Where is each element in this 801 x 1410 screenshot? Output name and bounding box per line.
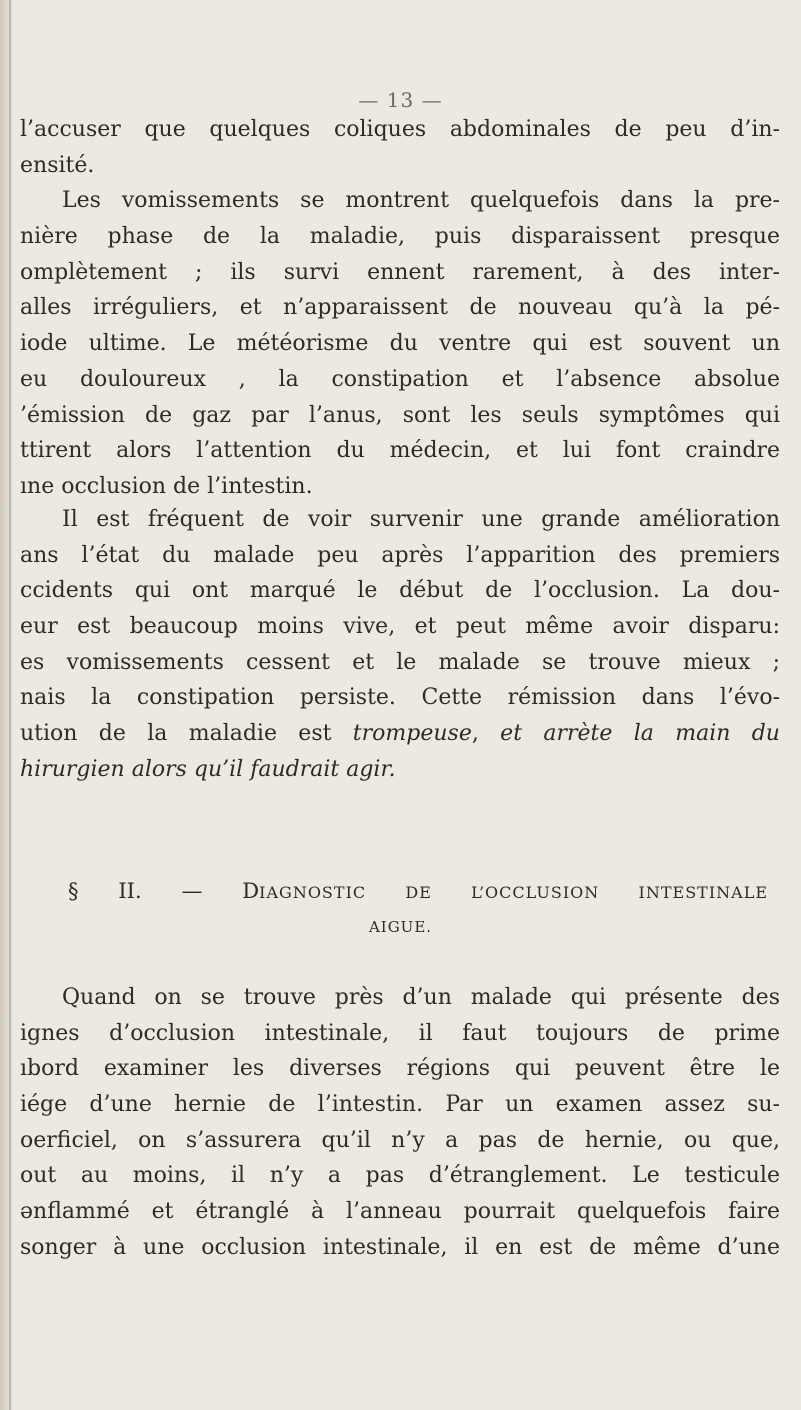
text-line: ənflammé et étranglé à l’anneau pourrait quelquefois faire	[20, 1199, 780, 1225]
text-line: oerficiel, on s’assurera qu’il n’y a pas de hernie, ou que,	[20, 1127, 780, 1153]
text-line: iége d’une hernie de l’intestin. Par un examen assez su-	[20, 1092, 780, 1118]
page-number: — 13 —	[358, 88, 443, 112]
text-line: ignes d’occlusion intestinale, il faut toujours de prime	[20, 1020, 780, 1046]
text-line: omplètement ; ils survi ennent rarement, à des inter-	[20, 259, 780, 285]
text-line: Quand on se trouve près d’un malade qui présente des	[62, 985, 780, 1010]
italic-text: hirurgien alors qu’il faudrait agir.	[20, 756, 396, 782]
section-heading	[68, 873, 768, 911]
text-line: Les vomissements se montrent quelquefois dans la pre-	[62, 188, 780, 214]
text-line: ’émission de gaz par l’anus, sont les seuls symptômes qui	[20, 402, 780, 428]
text-line: ans l’état du malade peu après l’apparition des premiers	[20, 542, 780, 568]
text-line: eu douloureux , la constipation et l’absence absolue	[20, 366, 780, 392]
paragraph-continuation	[20, 112, 780, 505]
text-line: ıne occlusion de l’intestin.	[20, 473, 313, 499]
paragraph-diagnosis	[20, 980, 780, 1266]
text-line: nais la constipation persiste. Cette rémission dans l’évo-	[20, 685, 780, 711]
text-line: alles irréguliers, et n’apparaissent de nouveau qu’à la pé-	[20, 295, 780, 321]
text-line: ccidents qui ont marqué le début de l’occlusion. La dou-	[20, 578, 780, 604]
text-line: eur est beaucoup moins vive, et peut même avoir disparu:	[20, 614, 780, 640]
text-run: ,	[471, 721, 501, 747]
heading-prefix: § II. — D	[68, 879, 260, 903]
text-line: ensité.	[20, 152, 95, 178]
text-run: ution de la maladie est	[20, 721, 353, 747]
section-heading-continuation: AIGUE.	[368, 918, 433, 936]
paragraph-remission	[20, 502, 780, 788]
text-line: ttirent alors l’attention du médecin, et lui font craindre	[20, 438, 780, 464]
text-line: songer à une occlusion intestinale, il en est de même d’une	[20, 1234, 780, 1260]
text-line: iode ultime. Le météorisme du ventre qui est souvent un	[20, 331, 780, 357]
italic-text: et arrète la main du	[500, 721, 780, 747]
text-line: Il est fréquent de voir survenir une grande amélioration	[62, 507, 780, 532]
text-line: out au moins, il n’y a pas d’étranglement. Le testicule	[20, 1163, 780, 1189]
italic-text: trompeuse	[352, 721, 472, 747]
text-line	[20, 716, 780, 752]
text-line	[20, 752, 780, 788]
text-line: l’accuser que quelques coliques abdominales de peu d’in-	[20, 117, 780, 142]
heading-title: IAGNOSTIC DE L’OCCLUSION INTESTINALE	[259, 883, 768, 902]
text-line: nière phase de la maladie, puis disparaissent presque	[20, 224, 780, 250]
binding-edge	[9, 0, 11, 1410]
text-line: es vomissements cessent et le malade se trouve mieux ;	[20, 649, 780, 675]
text-line: ıbord examiner les diverses régions qui peuvent être le	[20, 1056, 780, 1082]
page-gutter-shadow	[0, 0, 14, 1410]
